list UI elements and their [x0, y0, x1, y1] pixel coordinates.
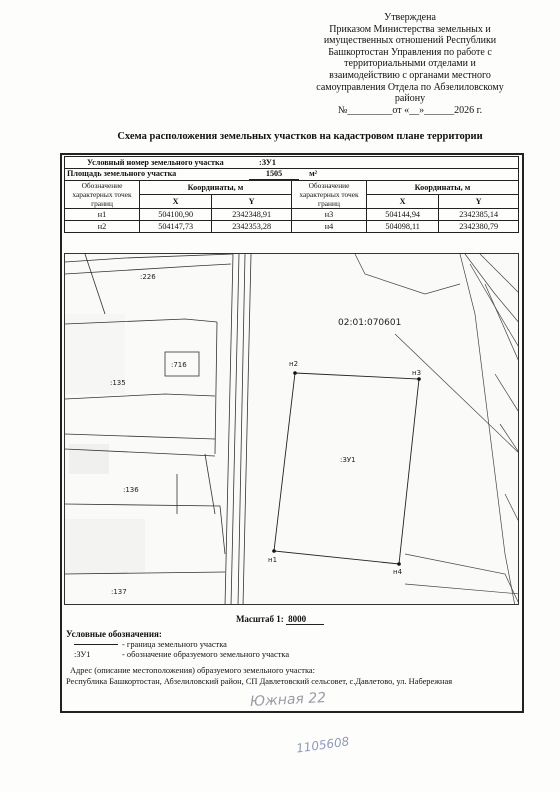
vertex-n3 — [417, 377, 421, 381]
point-label-n3: н3 — [412, 369, 422, 377]
parcel-area-label: Площадь земельного участка — [67, 169, 177, 178]
parcel-area-value: 1505 — [249, 169, 299, 180]
point-header-right: Обозначение характерных точек границ — [291, 181, 366, 209]
approval-block — [290, 12, 530, 116]
point-cell: н4 — [291, 221, 366, 233]
order-number-line: №_________от «__»______2026 г. — [337, 104, 483, 116]
x-cell: 504147,73 — [140, 221, 212, 233]
point-header-left: Обозначение характерных точек границ — [65, 181, 140, 209]
scale — [0, 614, 560, 624]
neighbor-label: :226 — [140, 273, 156, 281]
map-drawing — [65, 254, 519, 605]
point-cell: н3 — [291, 209, 366, 221]
parcel-area-unit: м² — [309, 169, 318, 178]
approval-line: взаимодействию с органами местного — [329, 69, 491, 81]
handwritten-number: 1105608 — [295, 734, 351, 756]
point-label-n4: н4 — [393, 568, 403, 576]
point-label-n1: н1 — [268, 556, 278, 564]
scan-noise — [65, 314, 145, 574]
vertex-n4 — [397, 562, 401, 566]
neighbor-label: :716 — [171, 361, 187, 369]
scale-label: Масштаб 1: — [235, 614, 284, 624]
coords-header-right: Координаты, м — [366, 181, 518, 195]
legend-row-boundary — [66, 639, 289, 649]
quarter-number: 02:01:070601 — [338, 318, 402, 328]
x-header-left: X — [140, 195, 212, 209]
coords-header-row — [65, 181, 519, 195]
neighbor-label: :135 — [110, 379, 126, 387]
approval-line: самоуправления Отдела по Абзелиловскому — [316, 81, 504, 93]
parcel-zu1 — [272, 371, 421, 566]
scale-value: 8000 — [286, 614, 324, 625]
approval-line: Утверждена — [384, 12, 436, 23]
approval-line: Приказом Министерства земельных и — [329, 23, 491, 35]
x-cell: 504100,90 — [140, 209, 212, 221]
table-row — [65, 209, 519, 221]
y-header-right: Y — [439, 195, 519, 209]
x-header-right: X — [366, 195, 438, 209]
parcel-number-row — [65, 157, 519, 169]
cadastral-map — [64, 253, 519, 605]
coords-header-left: Координаты, м — [140, 181, 292, 195]
approval-line: имущественных отношений Республики — [323, 35, 497, 47]
neighbor-label: :137 — [111, 588, 127, 596]
legend-header: Условные обозначения: — [66, 629, 162, 639]
y-cell: 2342348,91 — [212, 209, 292, 221]
road-corridor — [225, 254, 251, 605]
document-title: Схема расположения земельных участков на кадастровом плане территории — [117, 131, 483, 142]
address-label: Адрес (описание местоположения) образуемого земельного участка: — [70, 666, 315, 675]
approval-line: району — [394, 93, 426, 105]
parcel-number-label: Условный номер земельного участка — [87, 157, 224, 167]
y-cell: 2342353,28 — [212, 221, 292, 233]
y-header-left: Y — [212, 195, 292, 209]
approval-line: Башкортостан Управления по работе с — [328, 46, 492, 58]
point-cell: н2 — [65, 221, 140, 233]
legend — [66, 629, 289, 659]
address-value: Республика Башкортостан, Абзелиловский район, СП Давлетовский сельсовет, с.Давлетово, ул. Набережная — [66, 677, 453, 686]
parcel-area-row — [65, 169, 519, 181]
handwritten-note: Южная 22 — [249, 690, 327, 710]
y-cell: 2342380,79 — [439, 221, 519, 233]
x-cell: 504098,11 — [366, 221, 438, 233]
y-cell: 2342385,14 — [439, 209, 519, 221]
point-label-n2: н2 — [289, 360, 299, 368]
approval-line: территориальными отделами и — [344, 58, 476, 70]
boundary-line-symbol — [74, 644, 118, 645]
legend-zu-text: - обозначение образуемого земельного участка — [122, 649, 290, 659]
x-cell: 504144,94 — [366, 209, 438, 221]
parcel-number-value: :ЗУ1 — [259, 157, 276, 167]
legend-boundary-text: - граница земельного участка — [122, 639, 227, 649]
table-row — [65, 221, 519, 233]
point-cell: н1 — [65, 209, 140, 221]
legend-zu-symbol: :ЗУ1 — [74, 649, 91, 659]
vertex-n2 — [293, 371, 297, 375]
parcel-info-table — [64, 156, 519, 233]
parcel-label: :ЗУ1 — [340, 456, 356, 464]
right-boundaries — [355, 254, 519, 605]
neighbor-label: :136 — [123, 486, 139, 494]
legend-row-zu — [66, 649, 289, 659]
vertex-n1 — [272, 549, 276, 553]
